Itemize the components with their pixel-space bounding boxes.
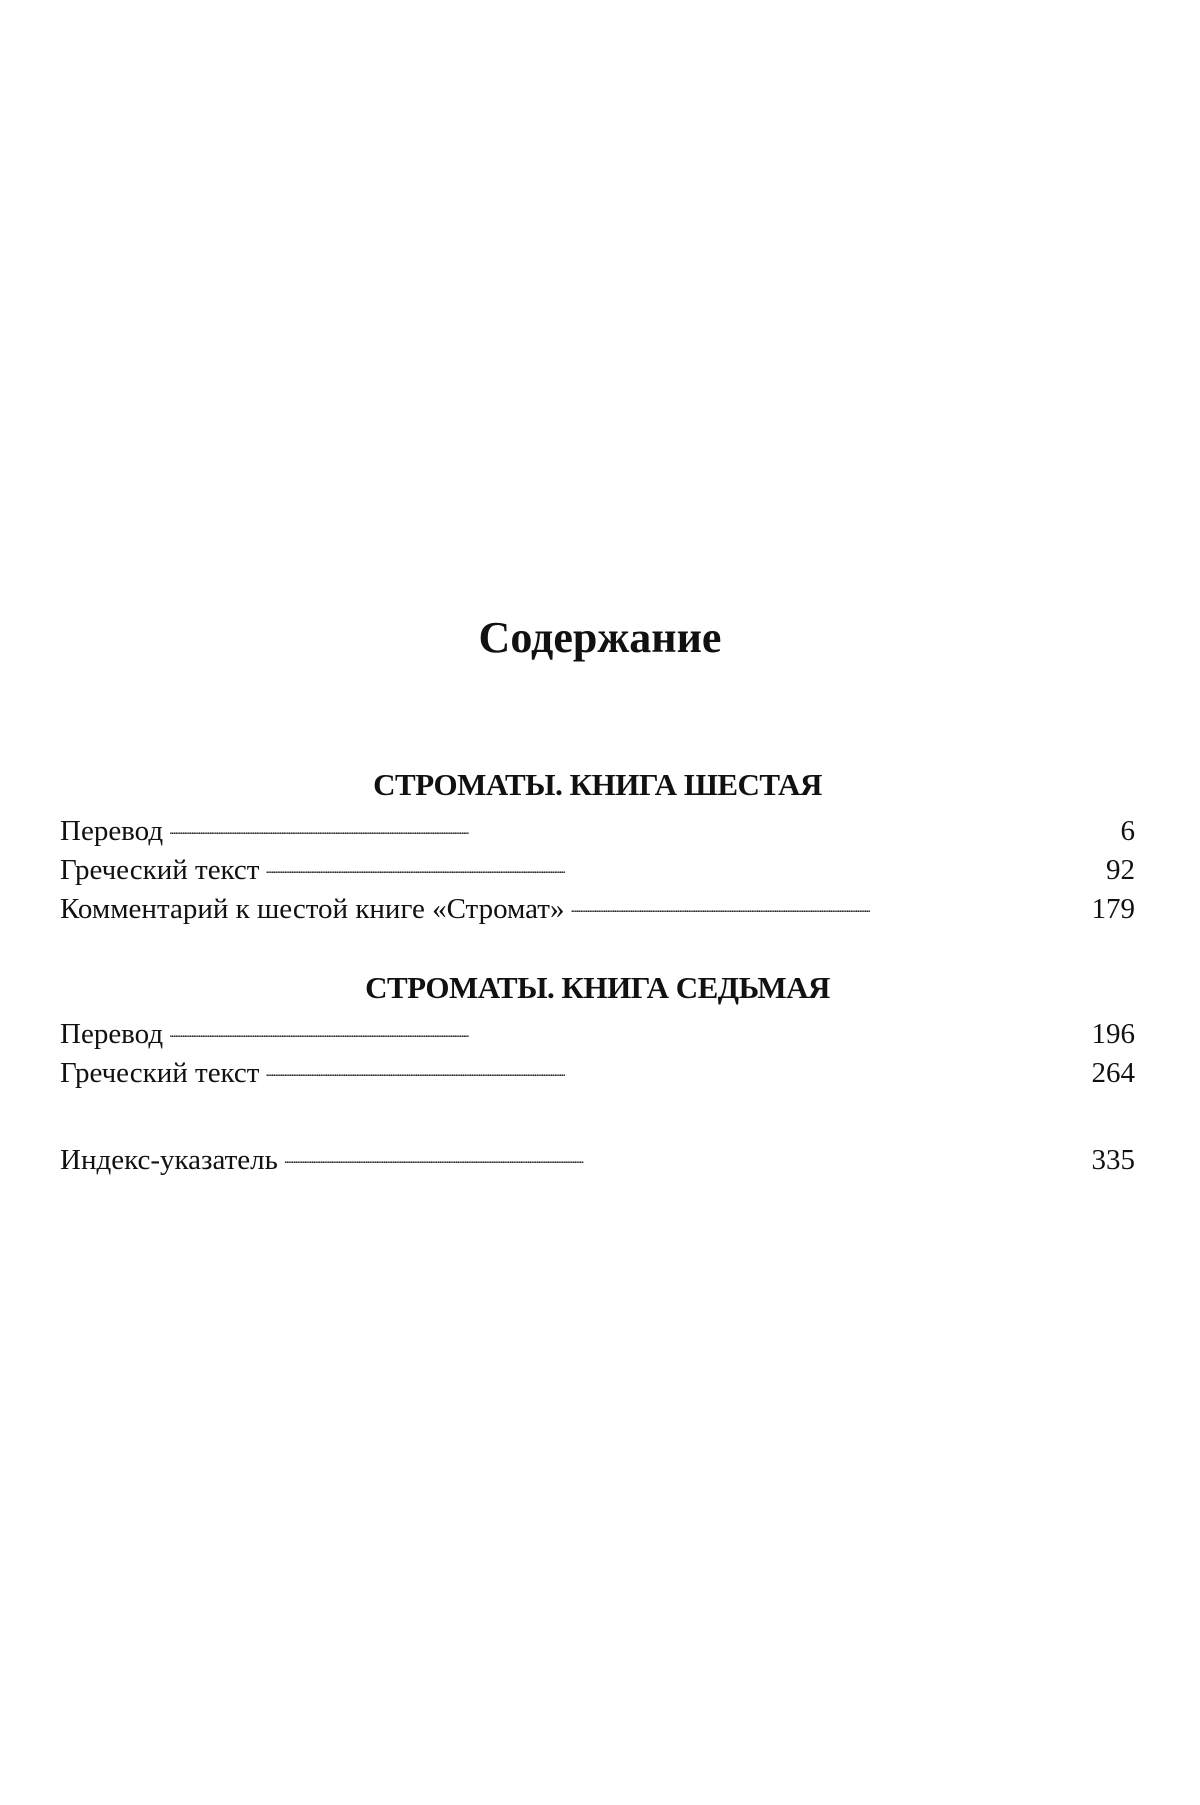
toc-entry[interactable] (60, 1014, 1135, 1053)
toc-entry-page: 196 (1091, 1018, 1135, 1050)
toc-entry-page: 92 (1106, 854, 1135, 886)
toc-entry-label: Греческий текст (60, 854, 260, 886)
toc-entry-label: Греческий текст (60, 1057, 260, 1089)
toc-entry-label: Индекс-указатель (60, 1144, 278, 1176)
toc-entry-label: Комментарий к шестой книге «Стромат» (60, 893, 565, 925)
dot-leader (169, 1014, 1085, 1043)
dot-leader (265, 1053, 1085, 1082)
toc-entry-page: 335 (1091, 1144, 1135, 1176)
page-title: Содержание (478, 613, 722, 662)
section-heading: СТРОМАТЫ. КНИГА СЕДЬМАЯ (365, 970, 830, 1005)
toc-entry-page: 179 (1091, 893, 1135, 925)
toc-entry[interactable] (60, 1053, 1135, 1092)
toc-section-book-7 (60, 968, 1135, 1092)
toc-entry-page: 264 (1091, 1057, 1135, 1089)
toc-entry-label: Перевод (60, 1018, 164, 1050)
table-of-contents (60, 765, 1135, 1179)
toc-entry[interactable] (60, 889, 1135, 928)
dot-leader (284, 1140, 1086, 1169)
dot-leader (570, 889, 1085, 918)
toc-section-book-6 (60, 765, 1135, 928)
toc-entry-label: Перевод (60, 815, 164, 847)
dot-leader (169, 811, 1114, 840)
toc-entry[interactable] (60, 811, 1135, 850)
toc-entry-index[interactable] (60, 1140, 1135, 1179)
toc-index-block (60, 1140, 1135, 1179)
section-heading: СТРОМАТЫ. КНИГА ШЕСТАЯ (373, 767, 822, 802)
toc-entry-page: 6 (1120, 815, 1135, 847)
toc-entry[interactable] (60, 850, 1135, 889)
dot-leader (265, 850, 1100, 879)
